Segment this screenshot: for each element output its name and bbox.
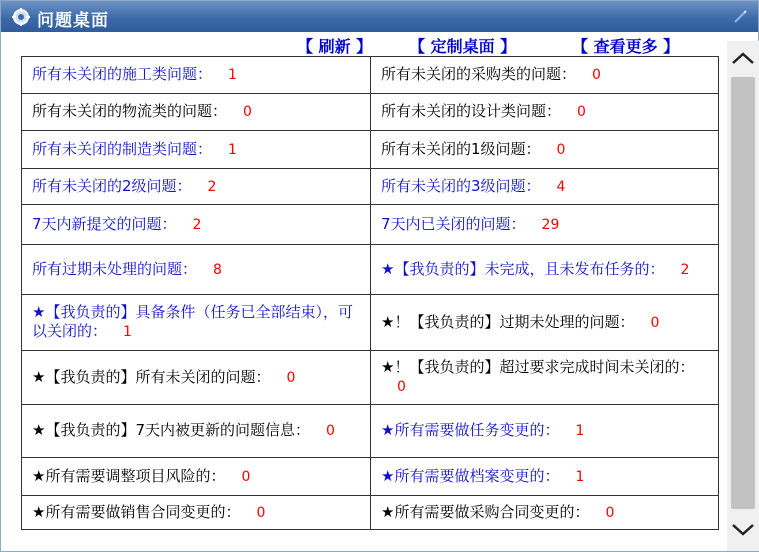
table-row xyxy=(22,94,719,131)
refresh-link[interactable]: 【 刷新 】 xyxy=(297,37,373,56)
table-row xyxy=(22,405,719,458)
chevron-down-icon[interactable] xyxy=(727,511,759,551)
vertical-scrollbar[interactable] xyxy=(727,41,759,551)
issue-cell[interactable]: ★所有需要做档案变更的： 1 xyxy=(371,458,719,496)
issue-cell[interactable]: 7天内新提交的问题： 2 xyxy=(22,205,371,245)
panel-titlebar xyxy=(1,1,758,32)
chevron-up-icon[interactable] xyxy=(727,41,759,77)
scrollbar-thumb[interactable] xyxy=(731,77,755,509)
issue-cell[interactable]: ★【我负责的】具备条件（任务已全部结束），可以关闭的： 1 xyxy=(22,295,371,351)
panel-toolbar xyxy=(1,32,726,56)
issue-cell[interactable]: ★！【我负责的】超过要求完成时间未关闭的：0 xyxy=(371,351,719,405)
table-row xyxy=(22,205,719,245)
table-row xyxy=(22,496,719,530)
issue-cell[interactable]: 所有未关闭的采购类的问题： 0 xyxy=(371,57,719,94)
table-row xyxy=(22,131,719,169)
panel-title: 问题桌面 xyxy=(37,11,109,31)
issue-cell[interactable]: 所有未关闭的2级问题： 2 xyxy=(22,169,371,205)
table-row xyxy=(22,351,719,405)
pencil-icon[interactable] xyxy=(732,9,748,25)
issue-cell[interactable]: 所有未关闭的施工类问题： 1 xyxy=(22,57,371,94)
issue-cell[interactable]: ★所有需要做销售合同变更的： 0 xyxy=(22,496,371,530)
customize-desktop-link[interactable]: 【 定制桌面 】 xyxy=(409,37,517,56)
view-more-link[interactable]: 【 查看更多 】 xyxy=(572,37,680,56)
issue-cell[interactable]: 所有未关闭的设计类问题： 0 xyxy=(371,94,719,131)
table-row xyxy=(22,245,719,295)
issue-summary-table xyxy=(21,56,719,530)
issue-cell[interactable]: ★【我负责的】未完成，且未发布任务的： 2 xyxy=(371,245,719,295)
table-row xyxy=(22,295,719,351)
issue-cell[interactable]: ★所有需要调整项目风险的： 0 xyxy=(22,458,371,496)
issue-cell[interactable]: ★【我负责的】所有未关闭的问题： 0 xyxy=(22,351,371,405)
issue-cell[interactable]: 所有未关闭的3级问题： 4 xyxy=(371,169,719,205)
issue-cell[interactable]: 所有未关闭的1级问题： 0 xyxy=(371,131,719,169)
table-row xyxy=(22,458,719,496)
issue-cell[interactable]: 7天内已关闭的问题： 29 xyxy=(371,205,719,245)
issue-cell[interactable]: 所有过期未处理的问题： 8 xyxy=(22,245,371,295)
table-row xyxy=(22,57,719,94)
issue-cell[interactable]: 所有未关闭的制造类问题： 1 xyxy=(22,131,371,169)
issue-cell[interactable]: ★所有需要做采购合同变更的： 0 xyxy=(371,496,719,530)
issue-cell[interactable]: ★！【我负责的】过期未处理的问题： 0 xyxy=(371,295,719,351)
gear-icon xyxy=(11,7,31,27)
table-row xyxy=(22,169,719,205)
issue-cell[interactable]: 所有未关闭的物流类的问题： 0 xyxy=(22,94,371,131)
issue-cell[interactable]: ★所有需要做任务变更的： 1 xyxy=(371,405,719,458)
issue-cell[interactable]: ★【我负责的】7天内被更新的问题信息： 0 xyxy=(22,405,371,458)
